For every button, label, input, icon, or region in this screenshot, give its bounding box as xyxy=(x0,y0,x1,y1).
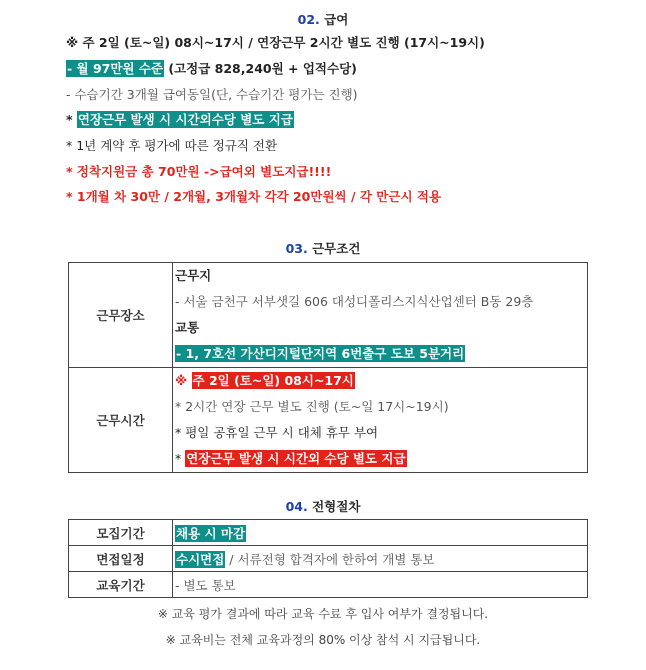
recruit-period-value xyxy=(173,520,588,546)
bullet-star: * xyxy=(66,112,77,127)
work-place-address: - 서울 금천구 서부샛길 606 대성디폴리스지식산업센터 B동 29층 xyxy=(175,294,534,309)
salary-line-monthly xyxy=(66,60,357,78)
work-conditions-table xyxy=(68,262,588,473)
transport-heading: 교통 xyxy=(175,320,200,335)
training-period-value: - 별도 통보 xyxy=(173,572,588,598)
bullet-star: ※ xyxy=(175,373,192,388)
interview-schedule-value xyxy=(173,546,588,572)
salary-line-overtime xyxy=(66,111,294,129)
monthly-salary-detail: (고정급 828,240원 + 업적수당) xyxy=(164,61,357,76)
salary-line-contract: * 1년 계약 후 평가에 따른 정규직 전환 xyxy=(66,138,278,153)
note-training-cost: ※ 교육비는 전체 교육과정의 80% 이상 참석 시 지급됩니다. xyxy=(165,633,481,647)
interview-highlight: 수시면접 xyxy=(176,551,225,567)
table-row xyxy=(69,520,588,546)
salary-line-settlement-detail: * 1개월 차 30만 / 2개월, 3개월차 각각 20만원씩 / 각 만근시 적용 xyxy=(66,189,442,204)
salary-line-settlement: * 정착지원금 총 70만원 ->급여외 별도지급!!!! xyxy=(66,164,332,179)
transport-highlight: - 1, 7호선 가산디지털단지역 6번출구 도보 5분거리 xyxy=(176,346,465,361)
work-place-label: 근무장소 xyxy=(69,263,173,368)
training-period-label: 교육기간 xyxy=(69,572,173,598)
recruit-period-highlight: 채용 시 마감 xyxy=(176,525,246,541)
salary-line-probation: - 수습기간 3개월 급여동일(단, 수습기간 평가는 진행) xyxy=(66,87,358,102)
work-hours-holiday: * 평일 공휴일 근무 시 대체 휴무 부여 xyxy=(175,425,379,440)
schedule-main: ※ 주 2일 (토~일) 08시~17시 xyxy=(66,35,244,50)
work-hours-overtime-pay xyxy=(173,446,587,472)
section-number: 03. xyxy=(285,241,308,256)
section-03-title xyxy=(0,239,646,257)
work-hours-main xyxy=(173,368,587,394)
section-title-text: 급여 xyxy=(324,12,349,27)
work-hours-cell xyxy=(173,368,588,473)
salary-line-schedule xyxy=(66,34,485,52)
section-02-title xyxy=(0,10,646,28)
selection-process-table xyxy=(68,519,588,598)
monthly-salary-highlight: - 월 97만원 수준 xyxy=(67,61,164,76)
interview-detail: / 서류전형 합격자에 한하여 개별 통보 xyxy=(225,551,435,567)
work-hours-label: 근무시간 xyxy=(69,368,173,473)
note-training-evaluation: ※ 교육 평가 결과에 따라 교육 수료 후 입사 여부가 결정됩니다. xyxy=(157,607,489,621)
table-row xyxy=(69,546,588,572)
overtime-pay-highlight: 연장근무 발생 시 시간외 수당 별도 지급 xyxy=(186,451,406,466)
transport-line xyxy=(173,341,587,367)
section-04-title xyxy=(0,497,646,515)
interview-schedule-label: 면접일정 xyxy=(69,546,173,572)
section-number: 04. xyxy=(285,499,308,514)
section-title-text: 전형절차 xyxy=(312,499,361,514)
work-place-heading: 근무지 xyxy=(175,268,212,283)
table-row xyxy=(69,368,588,473)
table-row xyxy=(69,572,588,598)
work-place-cell xyxy=(173,263,588,368)
recruit-period-label: 모집기간 xyxy=(69,520,173,546)
overtime-highlight: 연장근무 발생 시 시간외수당 별도 지급 xyxy=(77,112,293,127)
schedule-overtime: / 연장근무 2시간 별도 진행 (17시~19시) xyxy=(243,35,485,50)
section-title-text: 근무조건 xyxy=(312,241,361,256)
work-hours-highlight: 주 2일 (토~일) 08시~17시 xyxy=(192,373,354,388)
table-row xyxy=(69,263,588,368)
section-number: 02. xyxy=(297,12,320,27)
bullet-star: * xyxy=(175,451,186,466)
work-hours-overtime: * 2시간 연장 근무 별도 진행 (토~일 17시~19시) xyxy=(175,399,449,414)
